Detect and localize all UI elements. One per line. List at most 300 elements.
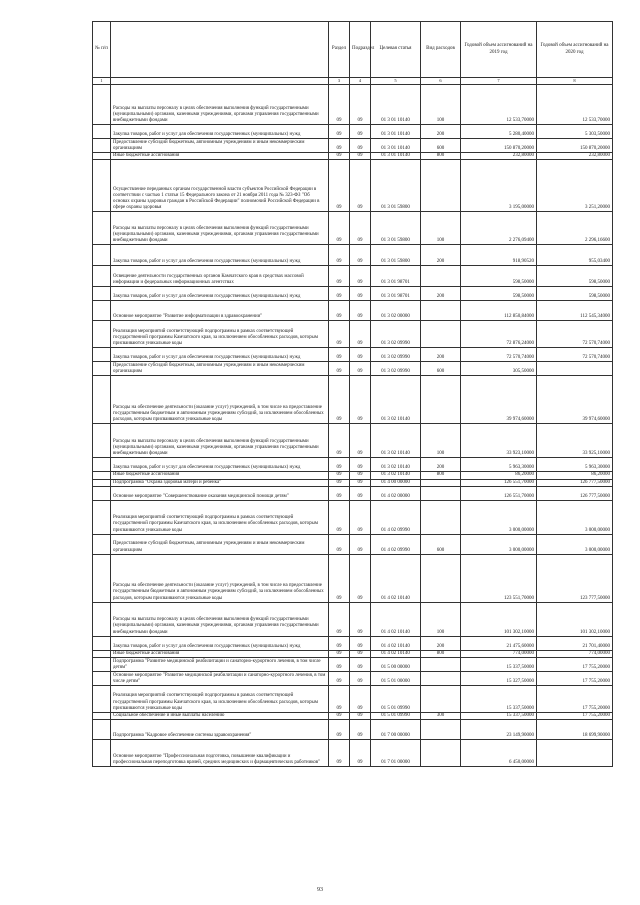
cell-num	[93, 686, 111, 713]
table-row	[93, 602, 613, 636]
cell-amount-2020: 123 777,50000	[537, 554, 613, 602]
cell-name: Расходы на обеспечение деятельности (оказание услуг) учреждений, в том числе на предоставление государственным бюджетным и автономным учреждениям субсидий, за исключением обособленных расходов, которым присваиваются уникальные коды	[111, 376, 329, 424]
cell-amount-2020: 101 302,10000	[537, 602, 613, 636]
cell-name: Расходы на выплаты персоналу в целях обеспечения выполнения функций государственными (муниципальными) органами, казенными учреждениями, органами управления государственными внебюджетными фондами	[111, 602, 329, 636]
cell-amount-2019: 774,00000	[461, 650, 537, 657]
cell-num	[93, 424, 111, 458]
table-row	[93, 266, 613, 287]
cell-num	[93, 479, 111, 486]
cell-amount-2020: 17 755,20000	[537, 686, 613, 713]
cell-podrazdel: 09	[350, 139, 371, 153]
cell-razdel: 09	[329, 602, 350, 636]
cell-razdel: 09	[329, 125, 350, 139]
cell-expense-type: 300	[421, 713, 461, 720]
cell-expense-type: 600	[421, 139, 461, 153]
cell-expense-type: 100	[421, 212, 461, 245]
cell-target-article: 01 3 01 98701	[371, 266, 421, 287]
cell-amount-2019: 6 450,00000	[461, 740, 537, 767]
cell-expense-type: 600	[421, 362, 461, 376]
header-num: № п/п	[93, 22, 111, 78]
cell-amount-2020: 3 000,00000	[537, 500, 613, 534]
table-row	[93, 472, 613, 479]
cell-num	[93, 125, 111, 139]
cell-podrazdel: 09	[350, 672, 371, 686]
cell-amount-2019: 126 551,70000	[461, 486, 537, 500]
cell-expense-type	[421, 266, 461, 287]
cell-num	[93, 713, 111, 720]
cell-razdel: 09	[329, 458, 350, 472]
cell-expense-type: 200	[421, 348, 461, 362]
cell-target-article: 01 7 01 00000	[371, 740, 421, 767]
cell-num	[93, 650, 111, 657]
cell-target-article: 01 3 01 98701	[371, 287, 421, 301]
cell-name: Реализация мероприятий соответствующей подпрограммы в рамках соответствующей государственной программы Камчатского края, за исключением обособленных расходов, которым присваиваются уникальные коды	[111, 321, 329, 348]
cell-amount-2020: 17 755,20000	[537, 713, 613, 720]
cell-amount-2020: 17 755,20000	[537, 672, 613, 686]
cell-name: Основное мероприятие "Профессиональная подготовка, повышение квалификации и профессиональная переподготовка врачей, средних медицинских и фармацевтических работников"	[111, 740, 329, 767]
cell-amount-2020: 5 303,50000	[537, 125, 613, 139]
cell-num	[93, 153, 111, 160]
cell-amount-2019: 123 551,70000	[461, 554, 537, 602]
cell-expense-type	[421, 686, 461, 713]
cell-podrazdel: 09	[350, 376, 371, 424]
cell-num	[93, 458, 111, 472]
cell-num	[93, 602, 111, 636]
table-row	[93, 376, 613, 424]
cell-num	[93, 720, 111, 740]
table-row	[93, 125, 613, 139]
cell-expense-type: 800	[421, 650, 461, 657]
cell-amount-2020: 126 777,50000	[537, 486, 613, 500]
cell-num	[93, 85, 111, 125]
cell-podrazdel: 09	[350, 245, 371, 266]
cell-podrazdel: 09	[350, 658, 371, 672]
cell-amount-2020: 18 699,90000	[537, 720, 613, 740]
cell-target-article: 01 5 01 00000	[371, 672, 421, 686]
table-body	[93, 85, 613, 767]
cell-amount-2020: 12 533,70000	[537, 85, 613, 125]
header-expense-type: Вид расходов	[421, 22, 461, 78]
cell-name: Расходы на выплаты персоналу в целях обеспечения выполнения функций государственными (муниципальными) органами, казенными учреждениями, органами управления государственными внебюджетными фондами	[111, 212, 329, 245]
cell-target-article: 01 3 01 10140	[371, 85, 421, 125]
cell-amount-2019: 33 923,10000	[461, 424, 537, 458]
table-row	[93, 301, 613, 321]
cell-name: Закупка товаров, работ и услуг для обеспечения государственных (муниципальных) нужд	[111, 125, 329, 139]
column-index: 1	[93, 78, 111, 85]
cell-podrazdel: 09	[350, 686, 371, 713]
cell-name: Осуществление переданных органам государственной власти субъектов Российской Федерации в соответствии с частью 1 статьи 15 Федерального закона от 21 ноября 2011 года № 323-ФЗ "Об основах охраны здоровья граждан в Российской Федерации" полномочий Российской Федерации в сфере охраны здоровья	[111, 160, 329, 212]
table-row	[93, 672, 613, 686]
cell-amount-2019: 918,90520	[461, 245, 537, 266]
cell-expense-type	[421, 486, 461, 500]
cell-amount-2020: 72 570,74000	[537, 348, 613, 362]
cell-amount-2020: 126 777,50000	[537, 479, 613, 486]
cell-razdel: 09	[329, 650, 350, 657]
cell-num	[93, 376, 111, 424]
cell-name: Закупка товаров, работ и услуг для обеспечения государственных (муниципальных) нужд	[111, 287, 329, 301]
cell-podrazdel: 09	[350, 472, 371, 479]
cell-num	[93, 245, 111, 266]
cell-amount-2020: 598,50000	[537, 287, 613, 301]
cell-amount-2019: 21 475,60000	[461, 636, 537, 650]
cell-num	[93, 672, 111, 686]
table-row	[93, 424, 613, 458]
cell-expense-type: 100	[421, 85, 461, 125]
cell-amount-2019: 5 280,40000	[461, 125, 537, 139]
cell-name: Расходы на выплаты персоналу в целях обеспечения выполнения функций государственными (муниципальными) органами, казенными учреждениями, органами управления государственными внебюджетными фондами	[111, 85, 329, 125]
table-row	[93, 287, 613, 301]
cell-target-article: 01 3 02 09990	[371, 348, 421, 362]
header-target-article: Целевая статья	[371, 22, 421, 78]
cell-amount-2020: 3 000,00000	[537, 534, 613, 554]
cell-name: Иные бюджетные ассигнования	[111, 650, 329, 657]
table-row	[93, 139, 613, 153]
cell-target-article: 01 3 02 10140	[371, 458, 421, 472]
cell-amount-2020: 17 755,20000	[537, 658, 613, 672]
cell-razdel: 09	[329, 713, 350, 720]
cell-num	[93, 500, 111, 534]
table-row	[93, 636, 613, 650]
cell-amount-2019: 126 551,70000	[461, 479, 537, 486]
cell-razdel: 09	[329, 153, 350, 160]
cell-name: Основное мероприятие "Развитие медицинской реабилитации и санаторно-курортного лечения, в том числе детям"	[111, 672, 329, 686]
cell-razdel: 09	[329, 139, 350, 153]
cell-num	[93, 362, 111, 376]
cell-expense-type	[421, 720, 461, 740]
header-razdel: Раздел	[329, 22, 350, 78]
cell-name: Основное мероприятие "Совершенствование оказания медицинской помощи детям"	[111, 486, 329, 500]
cell-name: Иные бюджетные ассигнования	[111, 153, 329, 160]
cell-amount-2020: 2 296,16600	[537, 212, 613, 245]
cell-amount-2020: 33 925,10000	[537, 424, 613, 458]
cell-target-article: 01 3 02 10140	[371, 472, 421, 479]
table-row	[93, 650, 613, 657]
cell-amount-2020: 955,03400	[537, 245, 613, 266]
cell-podrazdel: 09	[350, 85, 371, 125]
cell-target-article: 01 4 02 09990	[371, 534, 421, 554]
cell-num	[93, 266, 111, 287]
cell-razdel: 09	[329, 686, 350, 713]
cell-expense-type: 600	[421, 534, 461, 554]
cell-amount-2019: 112 850,84000	[461, 301, 537, 321]
cell-expense-type	[421, 500, 461, 534]
cell-amount-2020: 72 570,74000	[537, 321, 613, 348]
cell-podrazdel: 09	[350, 486, 371, 500]
cell-target-article: 01 4 02 10140	[371, 636, 421, 650]
cell-podrazdel: 09	[350, 266, 371, 287]
cell-razdel: 09	[329, 362, 350, 376]
cell-name: Реализация мероприятий соответствующей подпрограммы в рамках соответствующей государственной программы Камчатского края, за исключением обособленных расходов, которым присваиваются уникальные коды	[111, 686, 329, 713]
cell-name: Социальное обеспечение и иные выплаты населению	[111, 713, 329, 720]
cell-razdel: 09	[329, 740, 350, 767]
cell-podrazdel: 09	[350, 740, 371, 767]
table-row	[93, 153, 613, 160]
cell-amount-2020: 39 974,60000	[537, 376, 613, 424]
cell-podrazdel: 09	[350, 153, 371, 160]
cell-expense-type	[421, 160, 461, 212]
cell-podrazdel: 09	[350, 534, 371, 554]
cell-amount-2020: 774,00000	[537, 650, 613, 657]
cell-num	[93, 160, 111, 212]
cell-razdel: 09	[329, 658, 350, 672]
cell-podrazdel: 09	[350, 458, 371, 472]
cell-expense-type: 200	[421, 458, 461, 472]
cell-num	[93, 636, 111, 650]
table-row	[93, 245, 613, 266]
cell-amount-2019: 72 876,24000	[461, 321, 537, 348]
table-row	[93, 362, 613, 376]
cell-razdel: 09	[329, 160, 350, 212]
cell-target-article: 01 3 01 59800	[371, 212, 421, 245]
cell-expense-type	[421, 479, 461, 486]
cell-amount-2020: 21 701,40000	[537, 636, 613, 650]
cell-num	[93, 658, 111, 672]
cell-podrazdel: 09	[350, 554, 371, 602]
cell-razdel: 09	[329, 287, 350, 301]
cell-podrazdel: 09	[350, 424, 371, 458]
cell-name: Закупка товаров, работ и услуг для обеспечения государственных (муниципальных) нужд	[111, 348, 329, 362]
cell-num	[93, 287, 111, 301]
cell-target-article: 01 5 01 09990	[371, 713, 421, 720]
cell-podrazdel: 09	[350, 500, 371, 534]
cell-amount-2020	[537, 362, 613, 376]
cell-razdel: 09	[329, 348, 350, 362]
cell-amount-2019: 72 570,74000	[461, 348, 537, 362]
cell-target-article: 01 3 01 10140	[371, 139, 421, 153]
cell-amount-2019: 598,50000	[461, 287, 537, 301]
table-row	[93, 348, 613, 362]
cell-expense-type	[421, 321, 461, 348]
cell-expense-type: 200	[421, 636, 461, 650]
header-podrazdel: Подраздел	[350, 22, 371, 78]
table-row	[93, 486, 613, 500]
table-row	[93, 554, 613, 602]
cell-amount-2020: 86,20000	[537, 472, 613, 479]
cell-amount-2019: 86,20000	[461, 472, 537, 479]
cell-amount-2019: 12 533,70000	[461, 85, 537, 125]
cell-razdel: 09	[329, 301, 350, 321]
table-row	[93, 534, 613, 554]
cell-amount-2020: 150 870,20000	[537, 139, 613, 153]
cell-target-article: 01 4 02 00000	[371, 486, 421, 500]
cell-target-article: 01 4 02 09990	[371, 500, 421, 534]
header-name	[111, 22, 329, 78]
cell-target-article: 01 5 01 09990	[371, 686, 421, 713]
cell-target-article: 01 3 01 10140	[371, 125, 421, 139]
table-row	[93, 212, 613, 245]
cell-podrazdel: 09	[350, 650, 371, 657]
cell-podrazdel: 09	[350, 321, 371, 348]
cell-razdel: 09	[329, 245, 350, 266]
cell-amount-2019: 305,50000	[461, 362, 537, 376]
cell-amount-2019: 39 974,60000	[461, 376, 537, 424]
cell-target-article: 01 5 00 00000	[371, 658, 421, 672]
cell-razdel: 09	[329, 479, 350, 486]
cell-num	[93, 321, 111, 348]
column-index: 6	[421, 78, 461, 85]
table-row	[93, 479, 613, 486]
cell-target-article: 01 3 01 59800	[371, 160, 421, 212]
budget-table	[92, 21, 613, 767]
cell-amount-2019: 15 337,50000	[461, 686, 537, 713]
cell-name: Закупка товаров, работ и услуг для обеспечения государственных (муниципальных) нужд	[111, 245, 329, 266]
cell-name: Подпрограмма "Кадровое обеспечение системы здравоохранения"	[111, 720, 329, 740]
cell-num	[93, 139, 111, 153]
table-header-row	[93, 22, 613, 78]
cell-name: Освещение деятельности государственных органов Камчатского края в средствах массовой информации и федеральных информационных агентствах	[111, 266, 329, 287]
cell-razdel: 09	[329, 636, 350, 650]
column-index: 4	[350, 78, 371, 85]
table-row	[93, 458, 613, 472]
cell-razdel: 09	[329, 85, 350, 125]
table-row	[93, 85, 613, 125]
cell-name: Реализация мероприятий соответствующей подпрограммы в рамках соответствующей государственной программы Камчатского края, за исключением обособленных расходов, которым присваиваются уникальные коды	[111, 500, 329, 534]
cell-expense-type: 200	[421, 125, 461, 139]
table-row	[93, 720, 613, 740]
cell-expense-type: 100	[421, 602, 461, 636]
cell-target-article: 01 7 00 00000	[371, 720, 421, 740]
cell-expense-type	[421, 301, 461, 321]
cell-razdel: 09	[329, 424, 350, 458]
cell-target-article: 01 4 00 00000	[371, 479, 421, 486]
header-amount-2019: Годовой объем ассигнований на 2019 год	[461, 22, 537, 78]
cell-expense-type	[421, 740, 461, 767]
cell-amount-2019: 5 963,30000	[461, 458, 537, 472]
cell-amount-2019: 150 870,20000	[461, 139, 537, 153]
cell-name: Подпрограмма "Охрана здоровья матери и ребенка"	[111, 479, 329, 486]
cell-amount-2019: 101 302,10000	[461, 602, 537, 636]
cell-num	[93, 301, 111, 321]
header-amount-2020: Годовой объем ассигнований на 2020 год	[537, 22, 613, 78]
cell-amount-2020: 3 251,20000	[537, 160, 613, 212]
table-row	[93, 500, 613, 534]
cell-target-article: 01 3 02 09990	[371, 321, 421, 348]
cell-expense-type	[421, 672, 461, 686]
column-index: 8	[537, 78, 613, 85]
cell-target-article: 01 3 02 00000	[371, 301, 421, 321]
cell-razdel: 09	[329, 672, 350, 686]
cell-amount-2020: 232,80000	[537, 153, 613, 160]
cell-amount-2019: 2 276,09400	[461, 212, 537, 245]
table-row	[93, 321, 613, 348]
cell-name: Подпрограмма "Развитие медицинской реабилитации и санаторно-курортного лечения, в том числе детям"	[111, 658, 329, 672]
cell-podrazdel: 09	[350, 636, 371, 650]
cell-podrazdel: 09	[350, 348, 371, 362]
cell-podrazdel: 09	[350, 362, 371, 376]
cell-razdel: 09	[329, 486, 350, 500]
table-row	[93, 658, 613, 672]
cell-amount-2019: 3 000,00000	[461, 534, 537, 554]
table-row	[93, 713, 613, 720]
cell-expense-type: 200	[421, 245, 461, 266]
page-number: 93	[317, 887, 323, 893]
cell-target-article: 01 4 02 10140	[371, 650, 421, 657]
cell-razdel: 09	[329, 376, 350, 424]
column-index	[111, 78, 329, 85]
cell-num	[93, 486, 111, 500]
cell-amount-2019: 23 149,90000	[461, 720, 537, 740]
cell-podrazdel: 09	[350, 160, 371, 212]
table-row	[93, 740, 613, 767]
cell-name: Предоставление субсидий бюджетным, автономным учреждениям и иным некоммерческим организациям	[111, 534, 329, 554]
cell-num	[93, 554, 111, 602]
cell-razdel: 09	[329, 321, 350, 348]
cell-podrazdel: 09	[350, 720, 371, 740]
cell-name: Предоставление субсидий бюджетным, автономным учреждениям и иным некоммерческим организациям	[111, 139, 329, 153]
cell-podrazdel: 09	[350, 287, 371, 301]
cell-amount-2020: 112 545,34000	[537, 301, 613, 321]
cell-podrazdel: 09	[350, 301, 371, 321]
cell-podrazdel: 09	[350, 479, 371, 486]
cell-name: Закупка товаров, работ и услуг для обеспечения государственных (муниципальных) нужд	[111, 636, 329, 650]
cell-expense-type: 100	[421, 424, 461, 458]
cell-expense-type: 800	[421, 153, 461, 160]
cell-amount-2019: 598,50000	[461, 266, 537, 287]
cell-amount-2020: 5 963,30000	[537, 458, 613, 472]
cell-amount-2019: 15 337,50000	[461, 713, 537, 720]
cell-target-article: 01 3 02 10140	[371, 376, 421, 424]
column-index-row	[93, 78, 613, 85]
column-index: 3	[329, 78, 350, 85]
cell-razdel: 09	[329, 500, 350, 534]
cell-razdel: 09	[329, 212, 350, 245]
cell-target-article: 01 3 01 59800	[371, 245, 421, 266]
cell-name: Основное мероприятие "Развитие информатизации в здравоохранении"	[111, 301, 329, 321]
cell-name: Предоставление субсидий бюджетным, автономным учреждениям и иным некоммерческим организациям	[111, 362, 329, 376]
cell-target-article: 01 3 01 10140	[371, 153, 421, 160]
cell-razdel: 09	[329, 266, 350, 287]
cell-name: Расходы на обеспечение деятельности (оказание услуг) учреждений, в том числе на предоставление государственным бюджетным и автономным учреждениям субсидий, за исключением обособленных расходов, которым присваиваются уникальные коды	[111, 554, 329, 602]
cell-amount-2019: 232,80000	[461, 153, 537, 160]
cell-num	[93, 534, 111, 554]
cell-target-article: 01 3 02 10140	[371, 424, 421, 458]
cell-target-article: 01 4 02 10140	[371, 554, 421, 602]
cell-num	[93, 348, 111, 362]
cell-podrazdel: 09	[350, 602, 371, 636]
budget-table-sheet	[92, 21, 612, 767]
cell-expense-type	[421, 376, 461, 424]
cell-amount-2019: 3 000,00000	[461, 500, 537, 534]
table-row	[93, 160, 613, 212]
cell-expense-type: 800	[421, 472, 461, 479]
cell-name: Закупка товаров, работ и услуг для обеспечения государственных (муниципальных) нужд	[111, 458, 329, 472]
cell-num	[93, 212, 111, 245]
cell-razdel: 09	[329, 554, 350, 602]
cell-amount-2019: 15 327,50000	[461, 672, 537, 686]
cell-razdel: 09	[329, 472, 350, 479]
cell-amount-2019: 3 195,00000	[461, 160, 537, 212]
cell-razdel: 09	[329, 534, 350, 554]
cell-amount-2019: 15 337,50000	[461, 658, 537, 672]
cell-podrazdel: 09	[350, 212, 371, 245]
column-index: 7	[461, 78, 537, 85]
table-row	[93, 686, 613, 713]
cell-target-article: 01 4 02 10140	[371, 602, 421, 636]
cell-amount-2020: 598,50000	[537, 266, 613, 287]
cell-podrazdel: 09	[350, 713, 371, 720]
cell-razdel: 09	[329, 720, 350, 740]
cell-expense-type	[421, 658, 461, 672]
cell-num	[93, 472, 111, 479]
cell-target-article: 01 3 02 09990	[371, 362, 421, 376]
cell-expense-type	[421, 554, 461, 602]
cell-podrazdel: 09	[350, 125, 371, 139]
cell-expense-type: 200	[421, 287, 461, 301]
cell-num	[93, 740, 111, 767]
cell-amount-2020	[537, 740, 613, 767]
column-index: 5	[371, 78, 421, 85]
cell-name: Иные бюджетные ассигнования	[111, 472, 329, 479]
